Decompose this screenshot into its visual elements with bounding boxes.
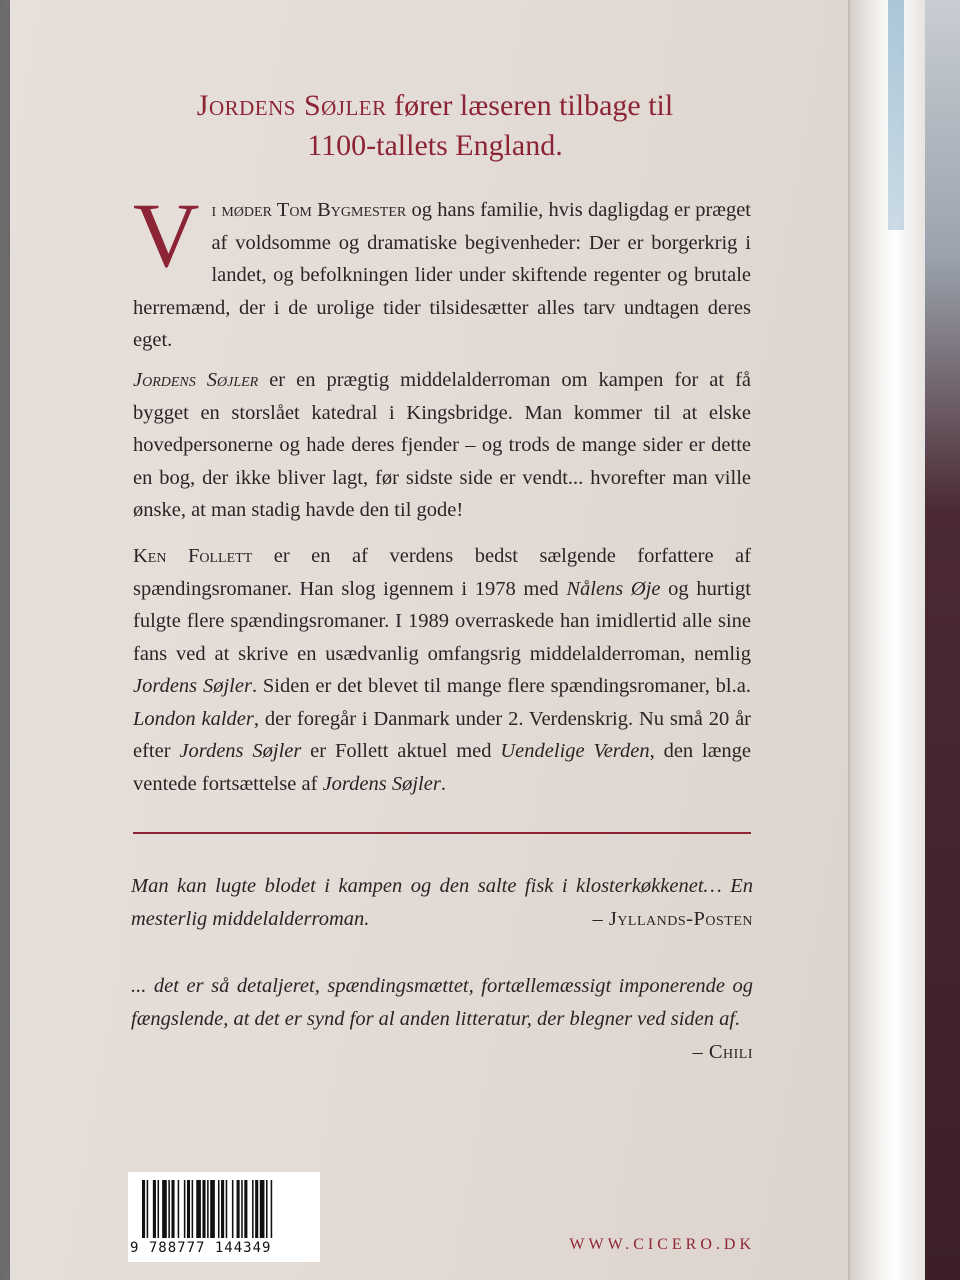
- barcode-number: 9 788777 144349: [130, 1240, 272, 1256]
- barcode-bar: [153, 1180, 156, 1238]
- quote-text: ... det er så detaljeret, spændingsmættet, fortællemæssigt imponerende og fængslende, at det er synd for al anden litteratur, der blegner ved siden af.: [131, 975, 753, 1030]
- author-text-4: , der foregår i Danmark under 2. Verdenskrig. Nu små 20 år efter: [133, 707, 751, 762]
- barcode-bars: [128, 1172, 320, 1242]
- barcode-bar: [244, 1180, 247, 1238]
- description-paragraph: [133, 364, 751, 527]
- publisher-website: WWW.CICERO.DK: [569, 1236, 755, 1253]
- book-title: Jordens Søjler: [133, 675, 252, 697]
- drop-cap: V: [133, 184, 200, 286]
- author-paragraph: [133, 540, 751, 800]
- barcode-bar: [187, 1180, 190, 1238]
- barcode-bar: [178, 1180, 180, 1238]
- book-title: Jordens Søjler: [322, 772, 441, 795]
- description-text: er en prægtig middelalderroman om kampen for at få bygget en storslået katedral i Kingsbridge. Man kommer til at elske hovedpersonerne og hade deres fjender – og trods de mange sider er dette en bog, der ikke bliver lagt, før sidste side er vendt... hvorefter man ville ønske, at man stadig havde den til gode!: [133, 369, 751, 521]
- barcode-bar: [162, 1180, 167, 1238]
- book-title: Nålens Øje: [566, 577, 661, 600]
- intro-lead: i møder Tom Bygmester: [211, 199, 407, 221]
- quote-source: – Chili: [692, 1041, 753, 1063]
- book-title: Uendelige Verden: [500, 740, 650, 762]
- description-title: Jordens Søjler: [133, 369, 259, 391]
- barcode-bar: [260, 1180, 265, 1238]
- barcode-bar: [271, 1180, 273, 1238]
- barcode-bar: [158, 1180, 160, 1238]
- quote-text: Man kan lugte blodet i kampen og den salte fisk i klosterkøkkenet… En mesterlig middelalderroman.: [131, 875, 753, 930]
- book-title: Jordens Søjler: [179, 740, 302, 762]
- barcode-bar: [147, 1180, 149, 1238]
- author-text-5: er Follett aktuel med: [301, 740, 501, 762]
- quote-source: – Jyllands-Posten: [592, 908, 753, 930]
- barcode-bar: [207, 1180, 209, 1238]
- headline: [130, 86, 740, 166]
- author-text-3: . Siden er det blevet til mange flere spændingsromaner, bl.a.: [251, 675, 751, 697]
- headline-line1: fører læseren tilbage til: [386, 89, 674, 122]
- review-quote: [131, 970, 753, 1069]
- barcode-bar: [168, 1180, 170, 1238]
- author-text-1: er en af verdens bedst sælgende forfattere af spændingsromaner. Han slog igennem i 1978 med: [133, 545, 751, 600]
- author-name: Ken Follett: [133, 545, 253, 567]
- barcode-bar: [266, 1180, 268, 1238]
- barcode-bar: [226, 1180, 228, 1238]
- book-title: London kalder: [133, 707, 254, 730]
- author-text-6: , den længe ventede fortsættelse af: [133, 740, 751, 795]
- barcode-bar: [210, 1180, 215, 1238]
- barcode-bar: [192, 1180, 194, 1238]
- divider-rule: [133, 832, 751, 834]
- review-quote: [131, 870, 753, 936]
- barcode-bar: [202, 1180, 205, 1238]
- intro-text: og hans familie, hvis dagligdag er præget af voldsomme og dramatiske begivenheder: Der er borgerkrig i landet, og befolkningen lider under skiftende regenter og brutale herremænd, der i de urolige tider tilsidesætter alles tarv undtagen deres eget.: [133, 199, 751, 351]
- barcode-bar: [237, 1180, 240, 1238]
- barcode: [128, 1172, 320, 1262]
- barcode-bar: [184, 1180, 186, 1238]
- barcode-bar: [255, 1180, 258, 1238]
- headline-line2: 1100-tallets England.: [307, 129, 563, 162]
- barcode-bar: [171, 1180, 174, 1238]
- barcode-bar: [142, 1180, 145, 1238]
- intro-paragraph: [133, 184, 751, 357]
- author-text-7: .: [440, 772, 446, 795]
- barcode-bar: [241, 1180, 243, 1238]
- barcode-bar: [232, 1180, 234, 1238]
- barcode-bar: [218, 1180, 220, 1238]
- barcode-bar: [196, 1180, 201, 1238]
- barcode-bar: [252, 1180, 254, 1238]
- barcode-bar: [221, 1180, 224, 1238]
- author-text-2: og hurtigt fulgte flere spændingsromaner. I 1989 overraskede han imidlertid alle sine fans ved at skrive en usædvanlig omfangsrig middelalderroman, nemlig: [133, 577, 751, 665]
- headline-title: Jordens Søjler: [196, 89, 387, 122]
